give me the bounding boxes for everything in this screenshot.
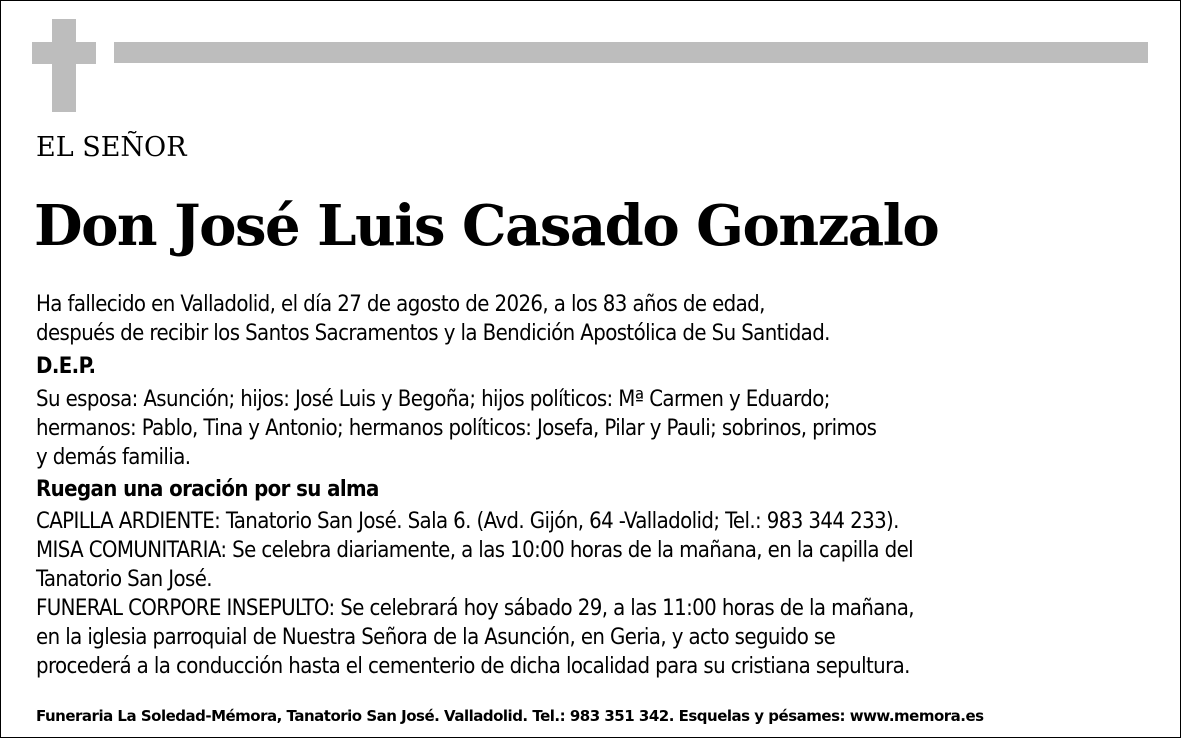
prayer-heading: Ruegan una oración por su alma [36, 477, 379, 502]
funeral-home-footer: Funeraria La Soledad-Mémora, Tanatorio San José. Valladolid. Tel.: 983 351 342. Esquelas y pésames: www.memora.es [36, 707, 984, 725]
death-line: después de recibir los Santos Sacramentos y la Bendición Apostólica de Su Santidad. [36, 321, 830, 346]
header-divider-bar [114, 42, 1148, 63]
rip-heading: D.E.P. [36, 354, 96, 379]
service-line: en la iglesia parroquial de Nuestra Señora de la Asunción, en Geria, y acto seguido se [36, 625, 836, 650]
cross-horizontal-bar [32, 42, 96, 64]
family-line: hermanos: Pablo, Tina y Antonio; hermanos políticos: Josefa, Pilar y Pauli; sobrinos, primos [36, 416, 877, 441]
family-line: y demás familia. [36, 445, 191, 470]
deceased-name: Don José Luis Casado Gonzalo [34, 193, 939, 259]
honorific: EL SEÑOR [36, 132, 187, 163]
service-line: MISA COMUNITARIA: Se celebra diariamente, a las 10:00 horas de la mañana, en la capilla del [36, 538, 914, 563]
death-line: Ha fallecido en Valladolid, el día 27 de agosto de 2026, a los 83 años de edad, [36, 292, 765, 317]
cross-vertical-bar [52, 19, 76, 112]
service-line: CAPILLA ARDIENTE: Tanatorio San José. Sala 6. (Avd. Gijón, 64 -Valladolid; Tel.: 983 344 233). [36, 509, 899, 534]
family-line: Su esposa: Asunción; hijos: José Luis y Begoña; hijos políticos: Mª Carmen y Eduardo; [36, 387, 830, 412]
service-line: Tanatorio San José. [36, 567, 212, 592]
service-line: FUNERAL CORPORE INSEPULTO: Se celebrará hoy sábado 29, a las 11:00 horas de la mañana, [36, 596, 914, 621]
cross-icon [32, 19, 96, 112]
notice-body [36, 290, 1156, 681]
service-line: procederá a la conducción hasta el cementerio de dicha localidad para su cristiana sepultura. [36, 654, 910, 679]
